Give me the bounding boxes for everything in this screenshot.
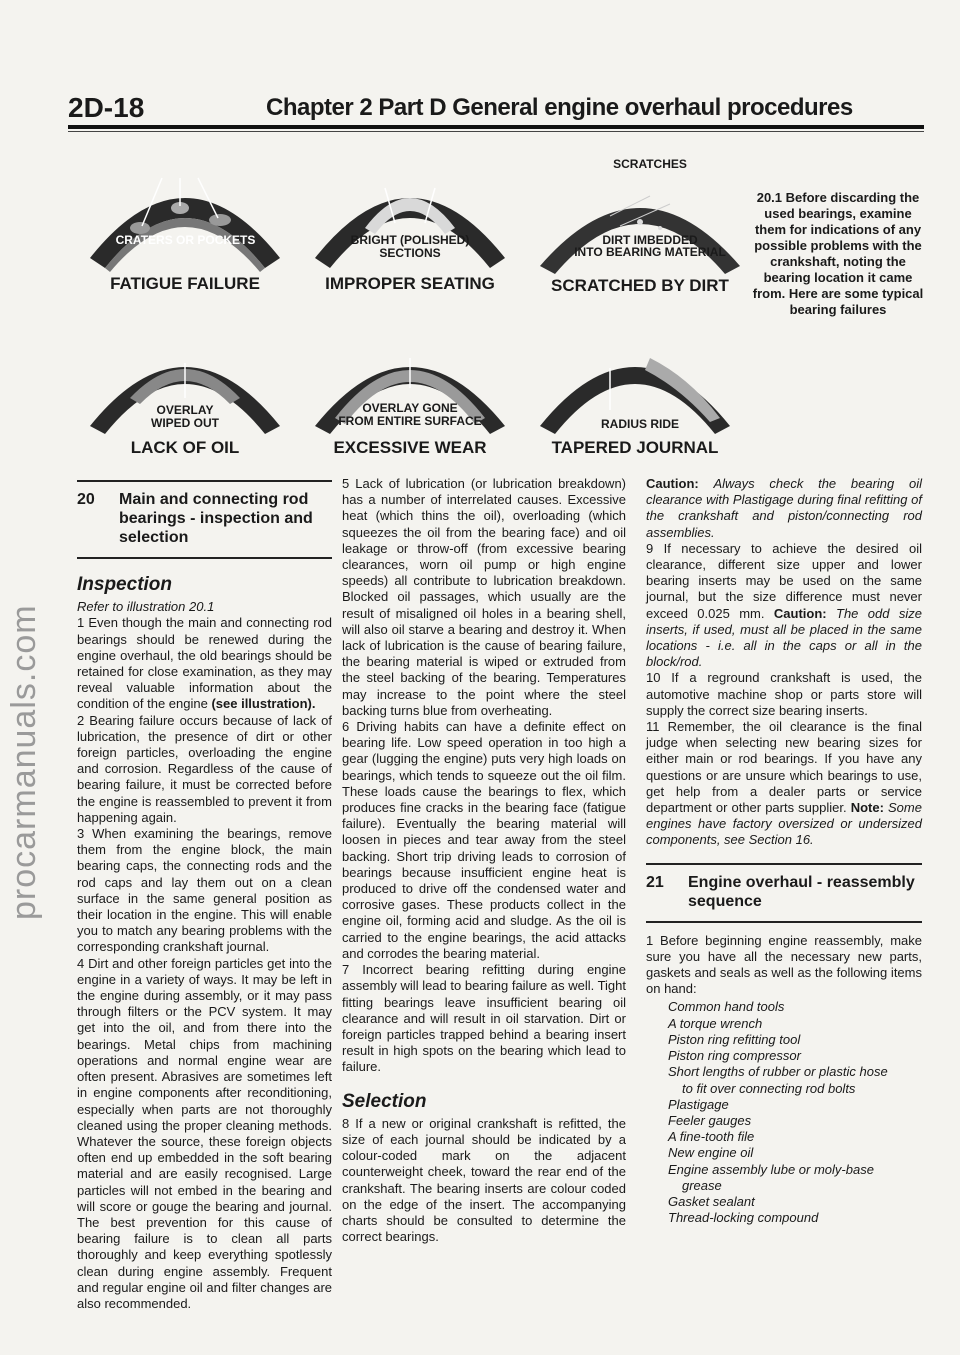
section-rule (646, 863, 922, 865)
paragraph: 7 Incorrect bearing refitting during engine assembly will lead to bearing failure as well. Tight fitting bearings leave insufficient bearing oil clearance and will result in oil starvation. Dirt or foreign particles trapped behind a bearing insert result in high spots on the bearing which lead to failure. (342, 962, 626, 1075)
bearing-label-radius-ride: RADIUS RIDE (600, 417, 679, 431)
bearing-label-dirt-imbedded: DIRT IMBEDDED (602, 233, 698, 247)
list-item: grease (682, 1177, 722, 1193)
paragraph: 10 If a reground crankshaft is used, the automotive machine shop or parts store will supply the correct size bearing inserts. (646, 670, 922, 718)
section-20-heading (77, 490, 332, 547)
bearing-label-bearing-material: INTO BEARING MATERIAL (574, 245, 726, 259)
bearing-label-scratches: SCRATCHES (613, 157, 687, 171)
list-item: Engine assembly lube or moly-base (668, 1161, 874, 1177)
see-illustration-ref: (see illustration). (211, 696, 316, 712)
paragraph: 9 If necessary to achieve the desired oil clearance, different size upper and lower bearing inserts may be used on the same journal, but the size difference must never exceed 0.025 mm. Caution: The odd size inserts, if used, must all be placed in the same locations - i.e. all in the caps or all in the block/rod. (646, 540, 922, 670)
paragraph: 8 If a new or original crankshaft is refitted, the size of each journal should be indicated by a colour-coded mark on the adjacent counterweight cheek, toward the rear end of the crankshaft. The bearing inserts are colour coded on the edge of the insert. The accompanying charts should be consulted to determine the correct bearings. (342, 1115, 626, 1245)
category-scratched-by-dirt: SCRATCHED BY DIRT (551, 276, 729, 295)
bearing-label-overlay-gone: OVERLAY GONE (362, 401, 458, 415)
bearing-failure-figure (80, 138, 760, 458)
bearing-dirt-illustration (530, 156, 750, 278)
figure-caption: 20.1 Before discarding the used bearings, examine them for indications of any possible problems with the crankshaft, noting the bearing location it came from. Here are some typical bearing failures (752, 190, 924, 317)
header-rule (68, 125, 924, 129)
bearing-fatigue-illustration (80, 148, 290, 278)
selection-heading: Selection (342, 1090, 427, 1112)
section-21-title: Engine overhaul - reassembly sequence (688, 873, 915, 910)
bearing-label-bright: BRIGHT (POLISHED) (350, 233, 470, 247)
list-item: Piston ring compressor (668, 1048, 801, 1064)
list-item: A fine-tooth file (668, 1129, 755, 1145)
bearing-label-sections: SECTIONS (379, 246, 441, 260)
paragraph: 3 When examining the bearings, remove them from the engine block, the main bearing caps, the connecting rods and the rod caps and lay them out on a clean surface in the same general position as their location in the engine. This will enable you to match any bearing problems with the corresponding crankshaft journal. (77, 826, 332, 955)
list-item: Plastigage (668, 1096, 729, 1112)
illustration-ref: Refer to illustration 20.1 (77, 599, 215, 615)
section-21-number: 21 (646, 873, 664, 891)
bearing-label-entire-surface: FROM ENTIRE SURFACE (338, 414, 482, 428)
column-3 (646, 476, 922, 1226)
paragraph: 4 Dirt and other foreign particles get into the engine in a variety of ways. It may be left in the engine during assembly, or it may pass through filters or the PCV system. It may get into the oil, and from there into the bearings. Metal chips from machining operations and normal engine wear are often present. Abrasives are sometimes left in engine components after reconditioning, especially when parts are not thoroughly cleaned using the proper cleaning methods. Whatever the source, these foreign objects often end up embedded in the soft bearing material and are easily recognised. Large particles will not embed in the bearing and will score or gouge the bearing and journal. The best prevention for this cause of bearing failure is to clean all parts thoroughly and keep everything spotlessly clean during engine assembly. Frequent and regular engine oil and filter changes are also recommended. (77, 955, 332, 1311)
paragraph: 6 Driving habits can have a definite effect on bearing life. Low speed operation in too high a gear (lugging the engine) puts very high loads on bearings, which tends to squeeze out the oil film. These loads cause the bearings to flex, which produces fine cracks in the bearing face (fatigue failure). Eventually the bearing material will loosen in pieces and tear away from the steel backing. Short trip driving leads to corrosion of bearings because insufficient engine heat is produced to drive off the condensed water and corrosive gases. These products collect in the engine oil, forming acid and sludge. As the oil is carried to the engine bearings, the acid attacks and corrodes the bearing material. (342, 719, 626, 961)
section-rule (77, 557, 332, 559)
list-item: Common hand tools (668, 999, 785, 1015)
paragraph: 5 Lack of lubrication (or lubrication breakdown) has a number of interrelated causes. Excessive heat (which thins the oil), overloading (which squeezes the oil from the bearing face) and oil leakage or throw-off (from excessive bearing clearances, worn oil pump or high engine speeds) all contribute to lubrication breakdown. Blocked oil passages, which usually are the result of misaligned oil holes in a bearing shell, will also oil starve a bearing and destroy it. When lack of lubrication is the cause of bearing failure, the bearing material is wiped or extruded from the steel backing of the bearing. Temperatures may increase to the point where the steel backing turns blue from overheating. (342, 476, 626, 718)
bearing-label-craters: CRATERS OR POCKETS (115, 233, 256, 247)
paragraph: 2 Bearing failure occurs because of lack of lubrication, the presence of dirt or other foreign particles, overloading the engine and corrosion. Regardless of the cause of bearing failure, it must be corrected before the engine is reassembled to prevent it from happening again. (77, 712, 332, 825)
list-item: Thread-locking compound (668, 1210, 819, 1226)
section-20-number: 20 (77, 491, 95, 508)
page-title: Chapter 2 Part D General engine overhaul procedures (266, 94, 853, 121)
column-1 (77, 476, 332, 1312)
paragraph: Caution: Always check the bearing oil clearance with Plastigage during final refitting of the crankshaft and piston/connecting rod assemblies. (646, 476, 922, 540)
section-20-title: Main and connecting rod bearings - inspection and selection (119, 491, 313, 546)
header-rule-thin (68, 131, 924, 132)
category-lack-of-oil: LACK OF OIL (130, 438, 240, 457)
list-item: Gasket sealant (668, 1193, 755, 1209)
list-item: to fit over connecting rod bolts (682, 1080, 856, 1096)
page-number: 2D-18 (68, 92, 145, 123)
page-header (68, 92, 924, 128)
paragraph: 11 Remember, the oil clearance is the final judge when selecting new bearing sizes for either main or rod bearings. If you have any questions or are unsure which bearings to use, get help from a dealer parts or service department or other parts supplier. Note: Some engines have factory oversized or undersized components, see Section 16. (646, 719, 922, 848)
bearing-label-overlay: OVERLAY (156, 403, 214, 417)
list-item: Piston ring refitting tool (668, 1031, 801, 1047)
watermark-text: procarmanuals.com (5, 604, 43, 920)
category-excessive-wear: EXCESSIVE WEAR (333, 438, 487, 457)
column-2 (342, 476, 626, 1245)
inspection-heading: Inspection (77, 574, 173, 595)
tools-list (668, 999, 922, 1226)
bearing-label-wiped-out: WIPED OUT (151, 416, 219, 430)
list-item: Feeler gauges (668, 1112, 752, 1128)
list-item: New engine oil (668, 1145, 754, 1161)
paragraph: 1 Even though the main and connecting rod bearings should be renewed during the engine overhaul, the old bearings should be retained for close examination, as they may reveal valuable information about the condition of the engine (see illustration). (77, 615, 332, 712)
category-fatigue-failure: FATIGUE FAILURE (110, 274, 260, 293)
paragraph: 1 Before beginning engine reassembly, make sure you have all the necessary new parts, gaskets and seals as well as the following items on hand: (646, 932, 922, 997)
section-21-heading (646, 873, 922, 911)
section-rule (77, 480, 332, 482)
list-item: A torque wrench (668, 1015, 763, 1031)
section-rule (646, 921, 922, 923)
category-tapered-journal: TAPERED JOURNAL (551, 438, 719, 457)
category-improper-seating: IMPROPER SEATING (325, 274, 495, 293)
list-item: Short lengths of rubber or plastic hose (668, 1064, 888, 1080)
